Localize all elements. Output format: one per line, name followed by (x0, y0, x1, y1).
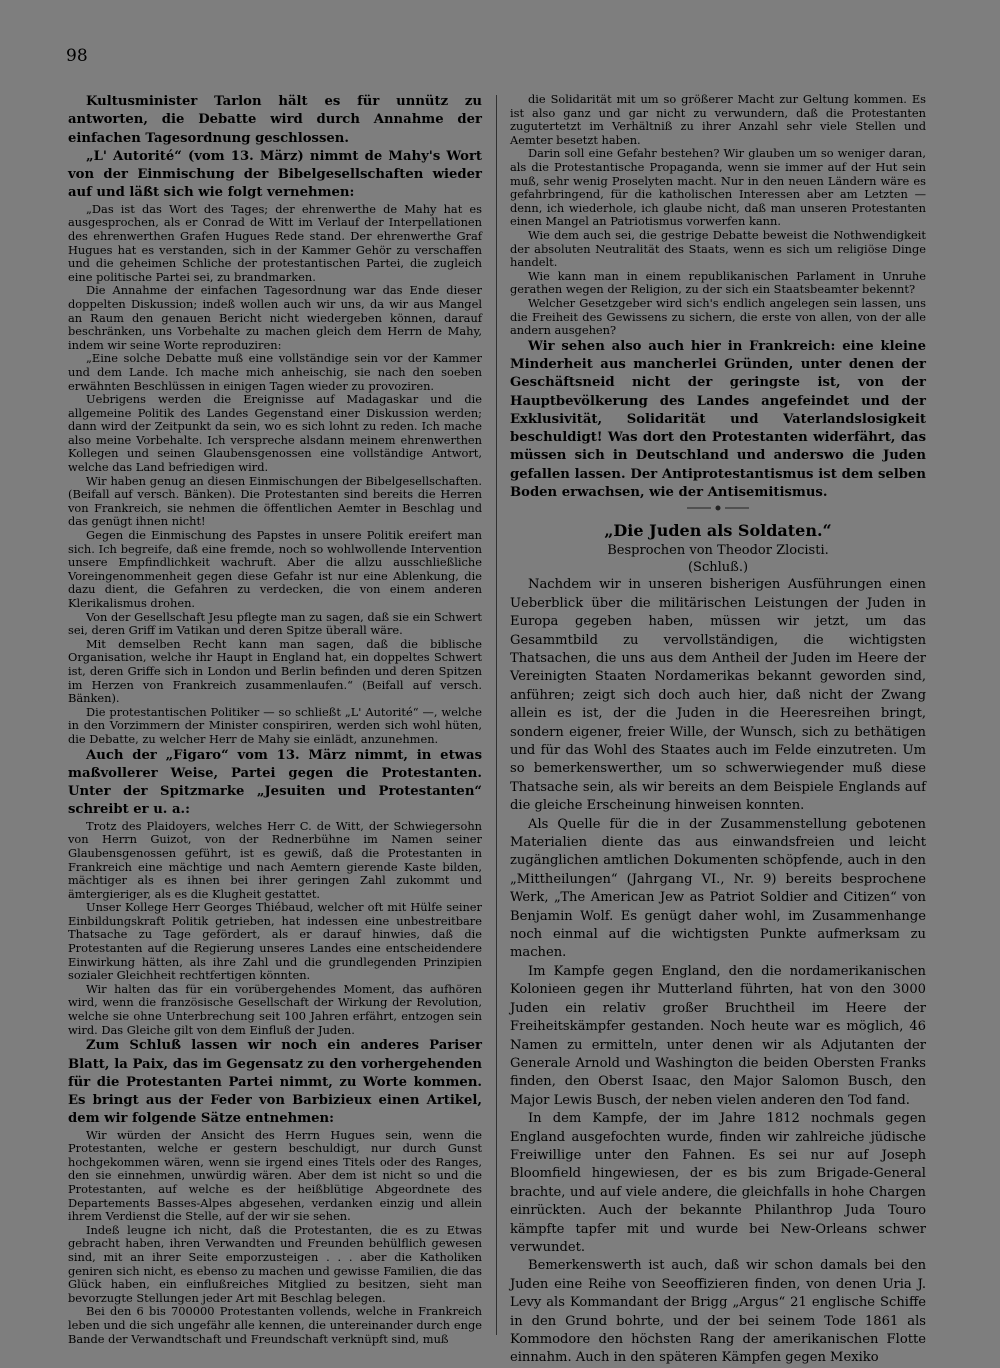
paragraph: Die Annahme der einfachen Tagesordnung war das Ende dieser doppelten Diskussion; indeß wollen auch wir uns, da wir aus Mangel an Raum den genauen Bericht nicht wiedergeben können, darauf beschränken, uns Vorbehalte zu machen gleich dem Herrn de Mahy, indem wir seine Worte reproduziren: (68, 283, 482, 352)
paragraph: Welcher Gesetzgeber wird sich's endlich angelegen sein lassen, uns die Freiheit des Gewissens zu sichern, die erste von allen, von der alle andern ausgehen? (510, 295, 926, 338)
paragraph: Indeß leugne ich nicht, daß die Protestanten, die es zu Etwas gebracht haben, ihren Verwandten und Freunden behülflich gewesen sind, mit an ihrer Seite emporzusteigen . . . aber die Katholiken geniren sich nicht, es ebenso zu machen und gewisse Familien, die das Glück haben, ein einflußreiches Mitglied zu besitzen, sieht man bevorzugte Stellungen jeder Art mit Beschlag belegen. (68, 1222, 482, 1305)
paragraph: „Eine solche Debatte muß eine vollständige sein vor der Kammer und dem Lande. Ich mache mich anheischig, sie nach den soeben erwähnten Beschlüssen in einigen Tagen wieder zu provoziren. (68, 351, 482, 393)
paragraph: Gegen die Einmischung des Papstes in unsere Politik ereifert man sich. Ich begreife, daß eine fremde, noch so wohlwollende Intervention unsere Empfindlichkeit wachruft. Aber die allzu ausschließliche Voreingenommenheit gegen diese Gefahr ist nur eine Ablenkung, die dazu dient, die Gefahren zu verdecken, die von einem anderen Klerikalismus drohen. (68, 528, 482, 610)
left-column (68, 93, 482, 1346)
paragraph: „Das ist das Wort des Tages; der ehrenwerthe de Mahy hat es ausgesprochen, als er Conrad de Witt im Verlauf der Interpellationen des ehrenwerthen Grafen Hugues Rede stand. Der ehrenwerthe Graf Hugues hat es verstanden, sich in der Kammer Gehör zu verschaffen und die geheimen Schliche der protestantischen Partei, die zugleich eine politische Partei sei, zu brandmarken. (68, 201, 482, 284)
paragraph: Uebrigens werden die Ereignisse auf Madagaskar und die allgemeine Politik des Landes Gegenstand einer Diskussion werden; dann wird der Zeitpunkt da sein, wo es sich lohnt zu reden. Ich mache also meine Vorbehalte. Ich verspreche alsdann meinem ehrenwerthen Kollegen und seinen Glaubensgenossen eine vollständige Antwort, welche das Land befriedigen wird. (68, 392, 482, 475)
paragraph: Die protestantischen Politiker — so schließt „L' Autorité“ —, welche in den Vorzimmern der Minister conspiriren, werden sich wohl hüten, die Debatte, zu welcher Herr de Mahy sie einlädt, anzunehmen. (68, 704, 482, 746)
paragraph: „L' Autorité“ (vom 13. März) nimmt de Mahy's Wort von der Einmischung der Bibelgesellschaften wieder auf und läßt sich wie folgt vernehmen: (68, 148, 482, 201)
paragraph: Von der Gesellschaft Jesu pflegte man zu sagen, daß sie ein Schwert sei, deren Griff im Vatikan und deren Spitze überall wäre. (68, 609, 482, 638)
right-column (510, 93, 926, 1368)
paragraph: Wie kann man in einem republikanischen Parlament in Unruhe gerathen wegen der Religion, zu der sich ein Staatsbeamter bekennt? (510, 268, 926, 297)
paragraph: Bemerkenswerth ist auch, daß wir schon damals bei den Juden eine Reihe von Seeoffizieren finden, von denen Uria J. Levy als Kommandant der Brigg „Argus“ 21 englische Schiffe in den Grund bohrte, und der bei seinem Tode 1861 als Kommodore den höchsten Rang der amerikanischen Flotte einnahm. Auch in den späteren Kämpfen gegen Mexiko (510, 1258, 926, 1366)
right-column-continuation (510, 93, 926, 502)
paragraph: Unser Kollege Herr Georges Thiébaud, welcher oft mit Hülfe seiner Einbildungskraft Politik getrieben, hat indessen eine unbestreitbare Thatsache zu Tage gefördert, als er darauf hinwies, daß die Protestanten auf die Regierung unseres Landes eine entscheidendere Einwirkung hätten, als ihre Zahl und die grundlegenden Prinzipien sozialer Gleichheit rechtfertigen könnten. (68, 900, 482, 983)
article-continued-note: (Schluß.) (687, 560, 749, 576)
paragraph: Mit demselben Recht kann man sagen, daß die biblische Organisation, welche ihr Haupt in England hat, ein doppeltes Schwert ist, deren Griffe sich in London und Berlin befinden und deren Spitzen im Herzen von Frankreich zusammenlaufen.“ (Beifall auf versch. Bänken). (68, 636, 482, 706)
paragraph: Auch der „Figaro“ vom 13. März nimmt, in etwas maßvollerer Weise, Partei gegen die Protestanten. Unter der Spitzmarke „Jesuiten und Protestanten“ schreibt er u. a.: (68, 747, 482, 818)
paragraph: Bei den 6 bis 700000 Protestanten vollends, welche in Frankreich leben und die sich ungefähr alle kennen, die untereinander durch enge Bande der Verwandtschaft und Freundschaft verknüpft sind, muß (68, 1304, 482, 1346)
page-number: 98 (66, 46, 88, 66)
paragraph: In dem Kampfe, der im Jahre 1812 nochmals gegen England ausgefochten wurde, finden wir zahlreiche jüdische Freiwillige unter den Fahnen. Es sei nur auf Joseph Bloomfield hingewiesen, der es bis zum Brigade-General brachte, und auf viele andere, die gleichfalls in hohe Chargen einrückten. Auch der bekannte Philanthrop Juda Touro kämpfte tapfer mit und wurde bei New-Orleans schwer verwundet. (510, 1111, 926, 1255)
paragraph: Wir halten das für ein vorübergehendes Moment, das aufhören wird, wenn die französische Gesellschaft der Wirkung der Revolution, welche sie ohne Unterbrechung seit 100 Jahren erfährt, entzogen sein wird. Das Gleiche gilt von dem Einfluß der Juden. (68, 981, 482, 1037)
paragraph: Wir würden der Ansicht des Herrn Hugues sein, wenn die Protestanten, welche er gestern beschuldigt, nur durch Gunst hochgekommen wären, wenn sie irgend eines Titels oder des Ranges, den sie einnehmen, unwürdig wären. Aber dem ist nicht so und die Protestanten, auf welche es der heißblütige Abgeordnete des Departements Basses-Alpes abgesehen, verdanken einzig und allein ihrem Verdienst die Stelle, auf der wir sie sehen. (68, 1127, 482, 1224)
paragraph: Darin soll eine Gefahr bestehen? Wir glauben um so weniger daran, als die Protestantische Propaganda, wenn sie immer auf der Hut sein muß, sehr wenig Proselyten macht. Nur in den neuen Ländern wäre es gefahrbringend, für die katholischen Interessen aber am Letzten — denn, ich wiederhole, ich glaube nicht, daß man unseren Protestanten einen Mangel an Patriotismus vorwerfen kann. (510, 146, 926, 229)
paragraph: Trotz des Plaidoyers, welches Herr C. de Witt, der Schwiegersohn von Herrn Guizot, von der Rednerbühne im Namen seiner Glaubensgenossen geführt, ist es gewiß, daß die Protestanten in Frankreich eine mächtige und nach Aemtern gierende Kaste bilden, mächtiger als es ihnen bei ihrer geringen Zahl zukommt und ämtergieriger, als es die Klugheit gestattet. (68, 818, 482, 901)
paragraph: Als Quelle für die in der Zusammenstellung gebotenen Materialien diente das aus einwandsfreien und leicht zugänglichen amtlichen Dokumenten schöpfende, auch in den „Mittheilungen“ (Jahrgang VI., Nr. 9) bereits besprochene Werk, „The American Jew as Patriot Soldier and Citizen“ von Benjamin Wolf. Es genügt daher wohl, im Zusammenhange noch einmal auf die wichtigsten Punkte aufmerksam zu machen. (510, 816, 926, 961)
paragraph: Im Kampfe gegen England, den die nordamerikanischen Kolonieen gegen ihr Mutterland führten, hat von den 3000 Juden ein relativ großer Bruchtheil im Heere der Freiheitskämpfer gestanden. Noch heute war es möglich, 46 Namen zu ermitteln, unter denen wir als Adjutanten der Generale Arnold und Washington die beiden Obersten Franks finden, den Oberst Isaac, den Major Salomon Busch, den Major Lewis Busch, der neben vielen anderen den Tod fand. (510, 963, 926, 1108)
paragraph: Kultusminister Tarlon hält es für unnütz zu antworten, die Debatte wird durch Annahme der einfachen Tagesordnung geschlossen. (68, 94, 482, 146)
paragraph: Wie dem auch sei, die gestrige Debatte beweist die Nothwendigkeit der absoluten Neutralität des Staats, wenn es sich um religiöse Dinge handelt. (510, 227, 926, 270)
column-separator (496, 95, 497, 1335)
article-body (510, 576, 926, 1367)
paragraph: Zum Schluß lassen wir noch ein anderes Pariser Blatt, la Paix, das im Gegensatz zu den vorhergehenden für die Protestanten Partei nimmt, zu Worte kommen. Es bringt aus der Feder von Barbizieux einen Artikel, dem wir folgende Sätze entnehmen: (68, 1038, 482, 1127)
article-byline: Besprochen von Theodor Zlocisti. (607, 543, 829, 559)
paragraph: Wir haben genug an diesen Einmischungen der Bibelgesellschaften. (Beifall auf versch. Bänken). Die Protestanten sind bereits die Herren von Frankreich, sie nehmen die öffentlichen Aemter in Beschlag und das genügt ihnen nicht! (68, 473, 482, 529)
paragraph: die Solidarität mit um so größerer Macht zur Geltung kommen. Es ist also ganz und gar nicht zu verwundern, daß die Protestanten zugutertetzt im Verhältniß zu ihrer Anzahl sehr viele Stellen und Aemter besetzt haben. (510, 92, 926, 147)
article-title: „Die Juden als Soldaten.“ (604, 521, 832, 541)
paragraph: Nachdem wir in unseren bisherigen Ausführungen einen Ueberblick über die militärischen Leistungen der Juden in Europa gegeben haben, müssen wir jetzt, um das Gesammtbild zu vervollständigen, die wichtigsten Thatsachen, die uns aus dem Antheil der Juden im Heere der Vereinigten Staaten Nordamerikas bekannt geworden sind, anführen; zeigt sich doch auch hier, daß nicht der Zwang allein es ist, der die Juden in die Heeresreihen bringt, sondern eigener, freier Wille, der Wunsch, sich zu bethätigen und für das Wohl des Staates auch im Felde einzutreten. Um so bemerkenswerther, um so schwerwiegender muß diese Thatsache sein, als wir bereits an dem Beispiele Englands auf die gleiche Erscheinung hinweisen konnten. (510, 577, 926, 814)
paragraph: Wir sehen also auch hier in Frankreich: eine kleine Minderheit aus mancherlei Gründen, unter denen der Geschäftsneid nicht der geringste ist, von der Hauptbevölkerung des Landes angefeindet und der Exklusivität, Solidarität und Vaterlandslosigkeit beschuldigt! Was dort den Protestanten widerfährt, das müssen sich in Deutschland und anderswo die Juden gefallen lassen. Der Antiprotestantismus ist dem selben Boden erwachsen, wie der Antisemitismus. (510, 338, 926, 501)
section-divider-ornament (683, 502, 753, 514)
